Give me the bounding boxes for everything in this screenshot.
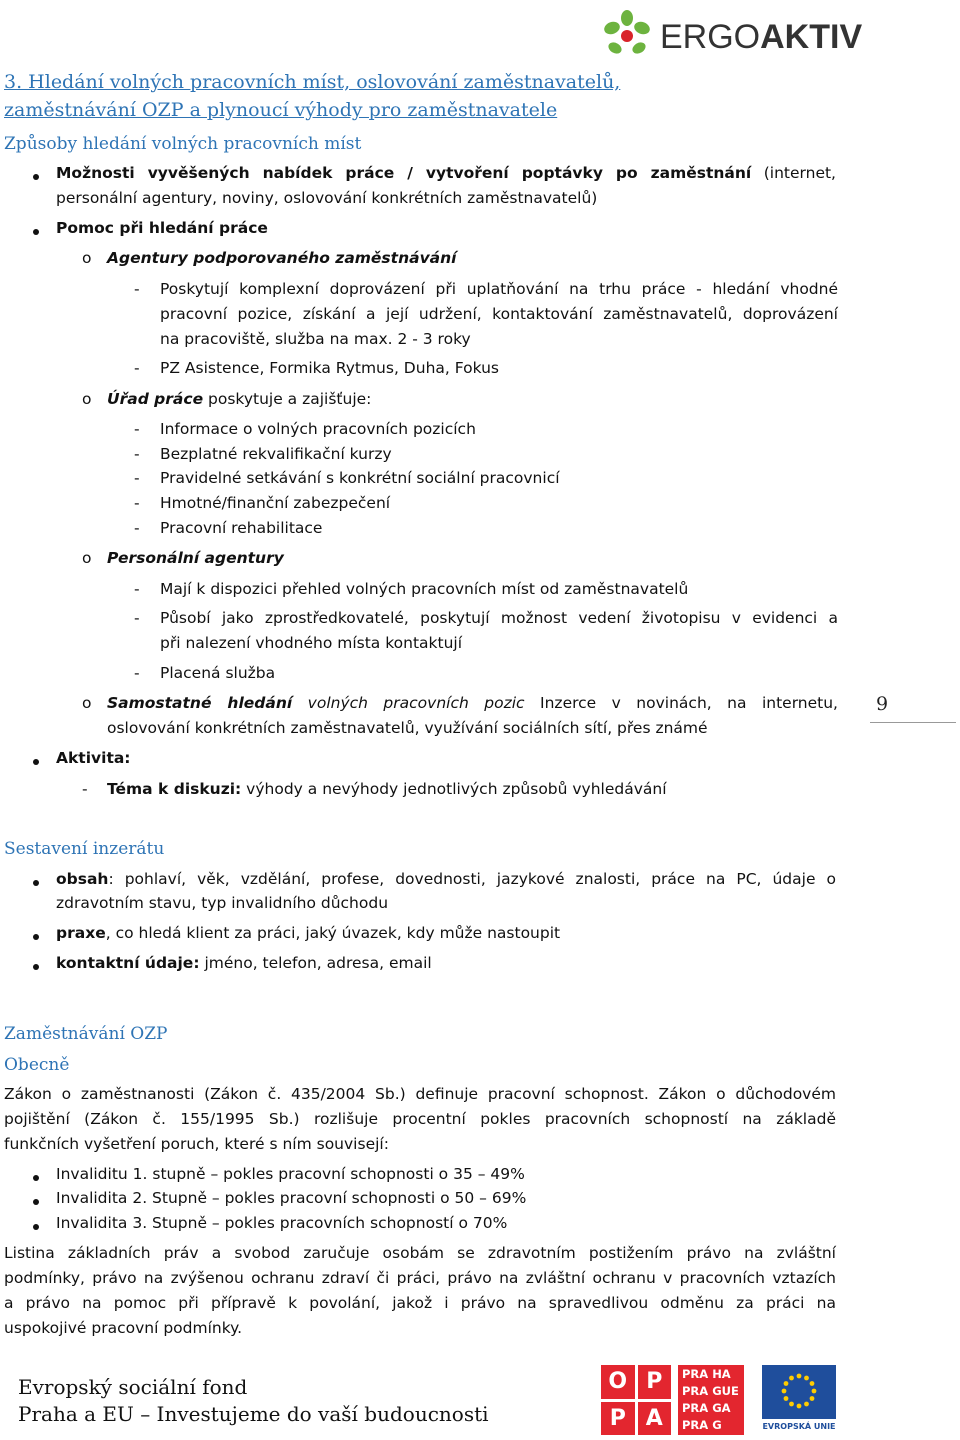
urad-item: Informace o volných pracovních pozicích	[160, 420, 476, 438]
praxe-rest: , co hledá klient za práci, jaký úvazek, kdy může nastoupit	[105, 924, 561, 942]
sub-bullet-icon: o	[82, 249, 92, 267]
urad-item: Hmotné/finanční zabezpečení	[160, 494, 391, 512]
page-number-rule	[870, 722, 956, 723]
dash-icon: -	[134, 580, 140, 598]
bullet-icon	[33, 934, 39, 940]
oppa-letter: O	[601, 1365, 635, 1399]
eu-label: EVROPSKÁ UNIE	[762, 1422, 836, 1431]
page-title-line2: zaměstnávání OZP a plynoucí výhody pro zaměstnavatele	[4, 99, 558, 121]
praxe-item	[56, 924, 560, 942]
dash-icon: -	[134, 420, 140, 438]
urad-heading-bold: Úřad práce	[107, 390, 204, 408]
bullet-pomoc: Pomoc při hledání práce	[56, 219, 268, 237]
urad-heading	[107, 390, 371, 408]
bullet-icon	[33, 1224, 39, 1230]
paragraph-1-line1: Zákon o zaměstnanosti (Zákon č. 435/2004 Sb.) definuje pracovní schopnost. Zákon o důchodovém	[4, 1085, 836, 1103]
oppa-letter: A	[638, 1402, 672, 1436]
samostatne-line2: oslovování konkrétních zaměstnavatelů, využívání sociálních sítí, přes známé	[107, 719, 708, 737]
paragraph-1-line2: pojištění (Zákon č. 155/1995 Sb.) rozlišuje procentní pokles pracovních schopností na základě	[4, 1110, 836, 1128]
ergoaktiv-leaf-icon	[598, 6, 656, 62]
bullet-icon	[33, 1199, 39, 1205]
bullet-icon	[33, 1175, 39, 1181]
bullet-icon	[33, 229, 39, 235]
section-heading-hledani: Způsoby hledání volných pracovních míst	[4, 134, 362, 154]
urad-item: Pracovní rehabilitace	[160, 519, 323, 537]
praxe-bold: praxe	[56, 924, 106, 942]
samostatne-line1	[107, 694, 838, 712]
dash-icon: -	[134, 519, 140, 537]
dash-icon: -	[134, 494, 140, 512]
logo-wordmark	[660, 18, 862, 57]
obsah-bold: obsah	[56, 870, 109, 888]
logo-prefix: ERGO	[660, 18, 761, 56]
moznosti-line2: personální agentury, noviny, oslovování konkrétních zaměstnavatelů)	[56, 189, 598, 207]
obsah-line1	[56, 870, 836, 888]
personalni-item-2-line1: Působí jako zprostředkovatelé, poskytují možnost vedení životopisu v evidenci a	[160, 609, 838, 627]
eu-logo	[762, 1365, 836, 1435]
moznosti-bold: Možnosti vyvěšených nabídek práce / vytvoření poptávky po zaměstnání	[56, 164, 752, 182]
paragraph-1-line3: funkčních vyšetření poruch, které s ním souvisejí:	[4, 1135, 389, 1153]
aktivita-label: Aktivita:	[56, 749, 131, 767]
sub-bullet-icon: o	[82, 390, 92, 408]
dash-icon: -	[82, 780, 88, 798]
urad-item: Pravidelné setkávání s konkrétní sociální pracovnicí	[160, 469, 560, 487]
oppa-logo	[601, 1365, 671, 1435]
section-heading-ozp: Zaměstnávání OZP	[4, 1024, 168, 1044]
urad-heading-rest: poskytuje a zajišťuje:	[203, 390, 372, 408]
praha-line: PRA GUE	[682, 1384, 739, 1398]
paragraph-2-line2: podmínky, právo na zvýšenou ochranu zdraví či práci, právo na zvláštní ochranu v pracovních vztazích	[4, 1269, 836, 1287]
logo-suffix: AKTIV	[760, 18, 863, 56]
paragraph-2-line1: Listina základních práv a svobod zaručuje osobám se zdravotním postižením právo na zvláštní	[4, 1244, 836, 1262]
agentury-item-1-line2: pracovní pozice, získání a její udržení, kontaktování zaměstnavatelů, doprovázení	[160, 305, 838, 323]
oppa-letter: P	[638, 1365, 672, 1399]
dash-icon: -	[134, 664, 140, 682]
sub-bullet-icon: o	[82, 694, 92, 712]
bullet-icon	[33, 174, 39, 180]
paragraph-2-line4: uspokojivé pracovní podmínky.	[4, 1319, 243, 1337]
obsah-rest: : pohlaví, věk, vzdělání, profese, dovednosti, jazykové znalosti, práce na PC, údaje o	[108, 870, 836, 888]
agentury-heading: Agentury podporovaného zaměstnávání	[107, 249, 457, 267]
agentury-item-1-line3: na pracoviště, služba na max. 2 - 3 roky	[160, 330, 471, 348]
sub-bullet-icon: o	[82, 549, 92, 567]
praha-line: PRA G	[682, 1418, 722, 1432]
oppa-letter: P	[601, 1402, 635, 1436]
kontakt-bold: kontaktní údaje:	[56, 954, 200, 972]
footer-line1: Evropský sociální fond	[18, 1375, 248, 1399]
dash-icon: -	[134, 609, 140, 627]
dash-icon: -	[134, 469, 140, 487]
personalni-heading: Personální agentury	[107, 549, 284, 567]
tema-bold: Téma k diskuzi:	[107, 780, 242, 798]
samostatne-italic: volných pracovních pozic	[292, 694, 525, 712]
personalni-item-3: Placená služba	[160, 664, 276, 682]
bullet-icon	[33, 759, 39, 765]
invalidita-item: Invalidita 3. Stupně – pokles pracovních schopností o 70%	[56, 1214, 508, 1232]
bullet-moznosti	[56, 164, 836, 182]
kontakt-rest: jméno, telefon, adresa, email	[199, 954, 432, 972]
personalni-item-1: Mají k dispozici přehled volných pracovních míst od zaměstnavatelů	[160, 580, 689, 598]
dash-icon: -	[134, 445, 140, 463]
bullet-icon	[33, 880, 39, 886]
moznosti-rest: (internet,	[751, 164, 836, 182]
praha-line: PRA GA	[682, 1401, 731, 1415]
bullet-icon	[33, 964, 39, 970]
ergoaktiv-logo	[598, 6, 863, 62]
subheading-obecne: Obecně	[4, 1055, 70, 1075]
page-number: 9	[876, 693, 889, 715]
urad-item: Bezplatné rekvalifikační kurzy	[160, 445, 392, 463]
agentury-item-1-line1: Poskytují komplexní doprovázení při uplatňování na trhu práce - hledání vhodné	[160, 280, 838, 298]
section-heading-inzerat: Sestavení inzerátu	[4, 839, 165, 859]
eu-flag-icon	[762, 1365, 836, 1419]
personalni-item-2-line2: při nalezení vhodného místa kontaktují	[160, 634, 463, 652]
page-title-line1: 3. Hledání volných pracovních míst, oslovování zaměstnavatelů,	[4, 71, 621, 93]
praha-line: PRA HA	[682, 1367, 731, 1381]
invalidita-item: Invaliditu 1. stupně – pokles pracovní schopnosti o 35 – 49%	[56, 1165, 525, 1183]
footer-line2: Praha a EU – Investujeme do vaší budoucnosti	[18, 1402, 489, 1426]
samostatne-rest: Inzerce v novinách, na internetu,	[524, 694, 838, 712]
tema-k-diskuzi	[107, 780, 667, 798]
paragraph-2-line3: a právo na pomoc při přípravě k povolání, jakož i právo na spravedlivou odměnu za práci na	[4, 1294, 836, 1312]
dash-icon: -	[134, 280, 140, 298]
samostatne-bold: Samostatné hledání	[107, 694, 293, 712]
dash-icon: -	[134, 359, 140, 377]
tema-rest: výhody a nevýhody jednotlivých způsobů vyhledávání	[241, 780, 667, 798]
praha-logo	[678, 1365, 744, 1435]
obsah-line2: zdravotním stavu, typ invalidního důchodu	[56, 894, 389, 912]
invalidita-item: Invalidita 2. Stupně – pokles pracovní schopnosti o 50 – 69%	[56, 1189, 527, 1207]
kontakt-item	[56, 954, 432, 972]
agentury-item-2: PZ Asistence, Formika Rytmus, Duha, Fokus	[160, 359, 499, 377]
